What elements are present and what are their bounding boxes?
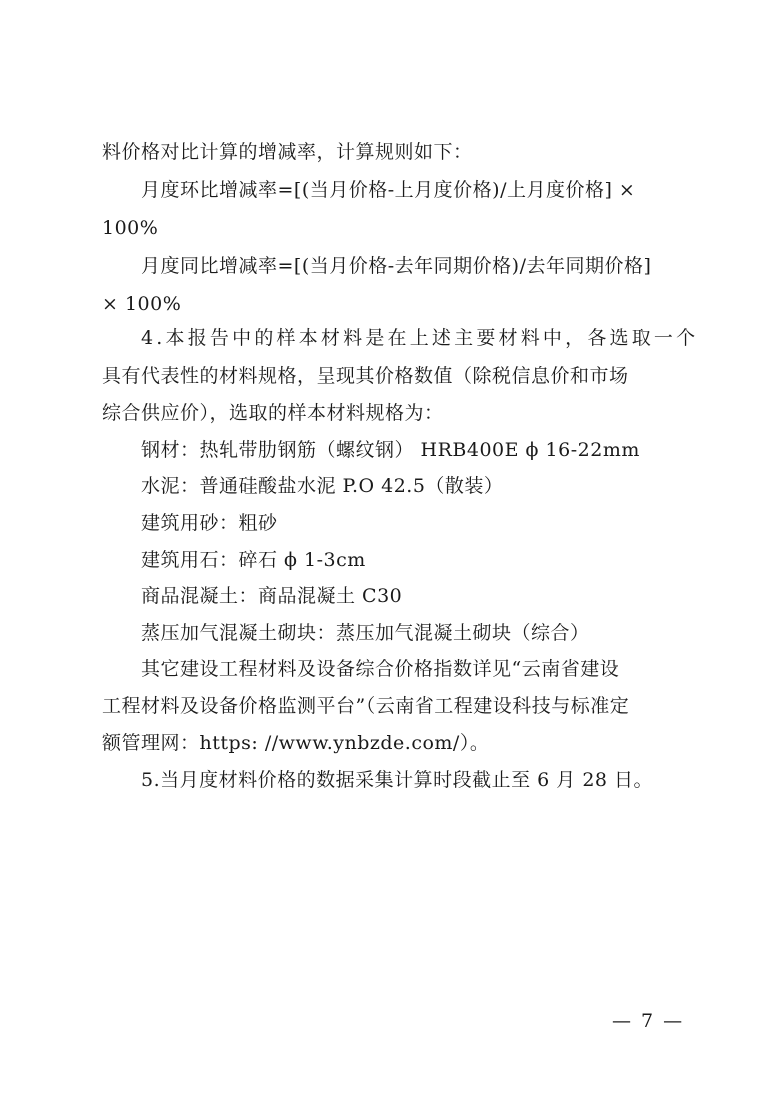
text-line-5: × 100% [102,293,182,315]
text-line-7: 具有代表性的材料规格，呈现其价格数值（除税信息价和市场 [102,365,629,387]
text-line-12: 建筑用石：碎石 ϕ 1-3cm [141,549,366,571]
text-line-4: 月度同比增减率=[(当月价格-去年同期价格)/去年同期价格] [141,255,652,277]
text-line-13: 商品混凝土：商品混凝土 C30 [141,585,403,607]
text-line-8: 综合供应价），选取的样本材料规格为： [102,402,444,424]
text-line-14: 蒸压加气混凝土砌块：蒸压加气混凝土砌块（综合） [141,622,590,644]
text-line-6: 4.本报告中的样本材料是在上述主要材料中，各选取一个 [141,327,699,349]
text-line-17: 额管理网：https: //www.ynbzde.com/）。 [102,732,490,754]
text-line-18: 5.当月度材料价格的数据采集计算时段截止至 6 月 28 日。 [141,769,654,791]
page-number: — 7 — [612,1010,685,1032]
text-line-16: 工程材料及设备价格监测平台”（云南省工程建设科技与标准定 [102,695,630,717]
text-line-10: 水泥：普通硅酸盐水泥 P.O 42.5（散装） [141,475,504,497]
text-line-15: 其它建设工程材料及设备综合价格指数详见“云南省建设 [141,658,620,680]
text-line-3: 100% [102,217,159,239]
text-line-11: 建筑用砂：粗砂 [141,512,278,534]
text-line-9: 钢材：热轧带肋钢筋（螺纹钢） HRB400E ϕ 16-22mm [141,439,640,461]
text-line-2: 月度环比增减率=[(当月价格-上月度价格)/上月度价格] × [141,179,636,201]
text-line-1: 料价格对比计算的增减率，计算规则如下： [102,141,473,163]
